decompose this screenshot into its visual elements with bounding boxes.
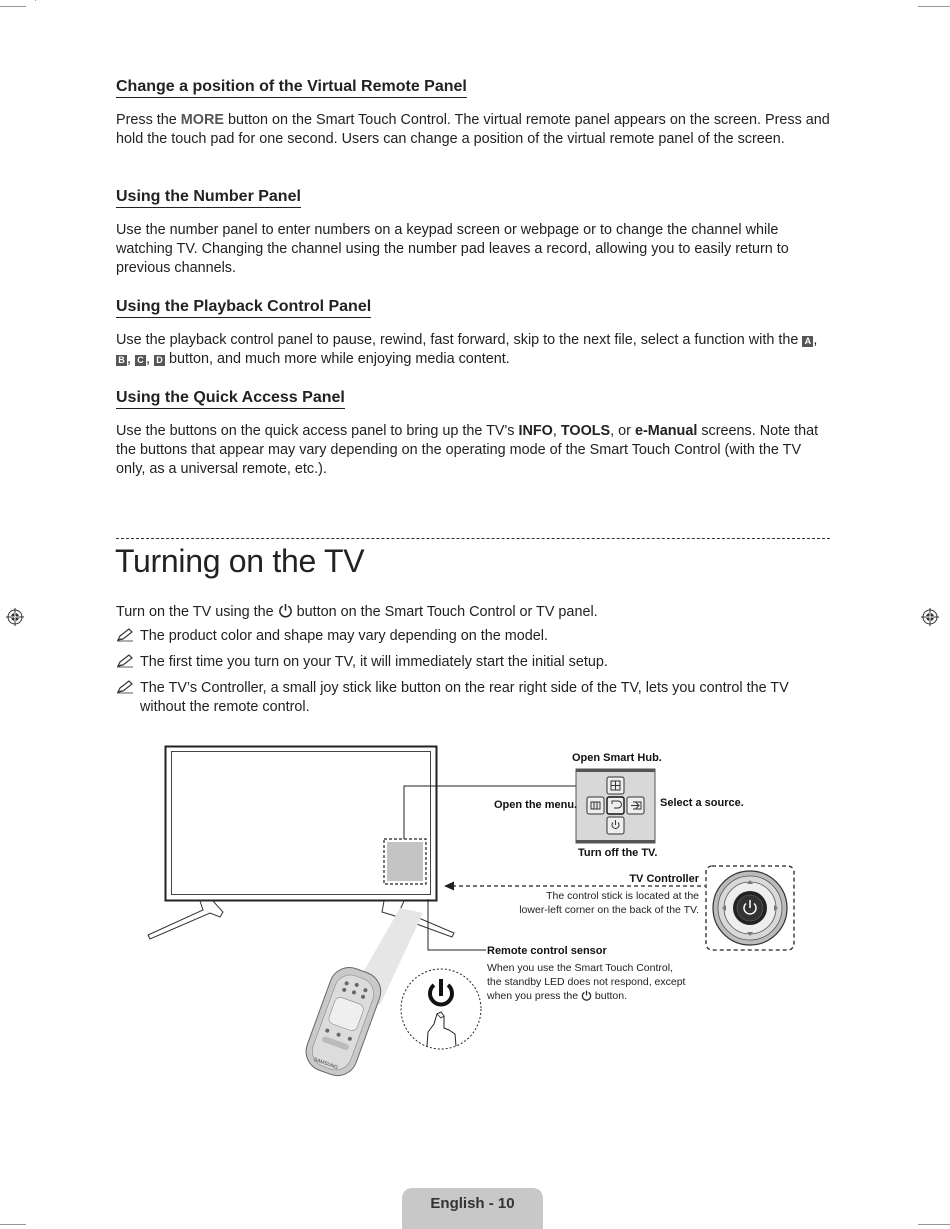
text-run: , or [610, 423, 635, 439]
text-run: when you press the [487, 990, 581, 1002]
label-turn-off: Turn off the TV. [578, 847, 658, 859]
label-select-source: Select a source. [660, 797, 744, 809]
more-button-label: MORE [180, 112, 224, 128]
text-line [487, 989, 727, 1003]
text-line: When you use the Smart Touch Control, [487, 962, 673, 974]
separator: , [146, 351, 154, 367]
note-text: The first time you turn on your TV, it will immediately start the initial setup. [140, 654, 608, 670]
label-open-smart-hub: Open Smart Hub. [572, 752, 662, 764]
tools-label: TOOLS [560, 423, 611, 439]
key-a-icon: A [802, 336, 813, 347]
key-d-icon: D [154, 355, 165, 366]
key-c-icon: C [135, 355, 146, 366]
text-run: , [552, 423, 561, 439]
tv-panel-fill [387, 842, 423, 881]
info-label: INFO [518, 423, 553, 439]
text-run: Press the [116, 112, 181, 128]
separator: , [127, 351, 135, 367]
section-paragraph: Use the number panel to enter numbers on a keypad screen or webpage or to change the channel while watching TV. Changing the channel using the number pad leaves a record, allowing you to easily return to previous channels. [116, 222, 789, 276]
menu-panel [576, 769, 655, 843]
text-run: button on the Smart Touch Control or TV panel. [292, 604, 598, 620]
separator: , [813, 332, 818, 348]
text-run: button, and much more while enjoying media content. [165, 351, 510, 367]
label-controller-title: TV Controller [629, 873, 699, 885]
text-line: the standby LED does not respond, except [487, 976, 686, 988]
power-icon [581, 990, 592, 1001]
note-text: The TV’s Controller, a small joy stick like button on the rear right side of the TV, lets you control the TV without the remote control. [140, 680, 789, 715]
page-footer [402, 1188, 543, 1229]
key-b-icon: B [116, 355, 127, 366]
text-line: lower-left corner on the back of the TV. [519, 904, 699, 916]
text-run: button. [591, 990, 628, 1002]
section-heading: Using the Playback Control Panel [116, 298, 371, 318]
page-number-label: English - 10 [430, 1195, 515, 1212]
page-title: Turning on the TV [115, 543, 365, 579]
text-line: The control stick is located at the [546, 890, 699, 902]
note-text: The product color and shape may vary depending on the model. [140, 628, 548, 644]
label-open-menu: Open the menu. [494, 799, 578, 811]
text-run: Use the playback control panel to pause, rewind, fast forward, skip to the next file, select a function with the [116, 332, 803, 348]
text-run: button on the Smart Touch Control. The virtual remote panel appears on the screen. Press and hold the touch pad for one second. Users can change a position of the virtual remote panel of the screen. [116, 112, 830, 147]
section-heading: Change a position of the Virtual Remote Panel [116, 78, 467, 98]
smart-touch-remote-illustration [300, 962, 386, 1081]
section-heading: Using the Quick Access Panel [116, 389, 345, 409]
label-sensor-title: Remote control sensor [487, 945, 607, 957]
remote-brand: SAMSUNG [312, 1056, 339, 1072]
text-run: Turn on the TV using the [116, 604, 278, 620]
emanual-label: e-Manual [634, 423, 698, 439]
text-run: screens. Note that the buttons that appear may vary depending on the operating mode of the Smart Touch Control (with the TV only, as a universal remote, etc.). [116, 423, 819, 477]
section-heading: Using the Number Panel [116, 188, 301, 208]
tv-controller-illustration [713, 871, 787, 945]
label-controller-desc [480, 889, 699, 917]
label-sensor-desc [487, 961, 727, 1003]
text-run: Use the buttons on the quick access panel to bring up the TV's [116, 423, 519, 439]
